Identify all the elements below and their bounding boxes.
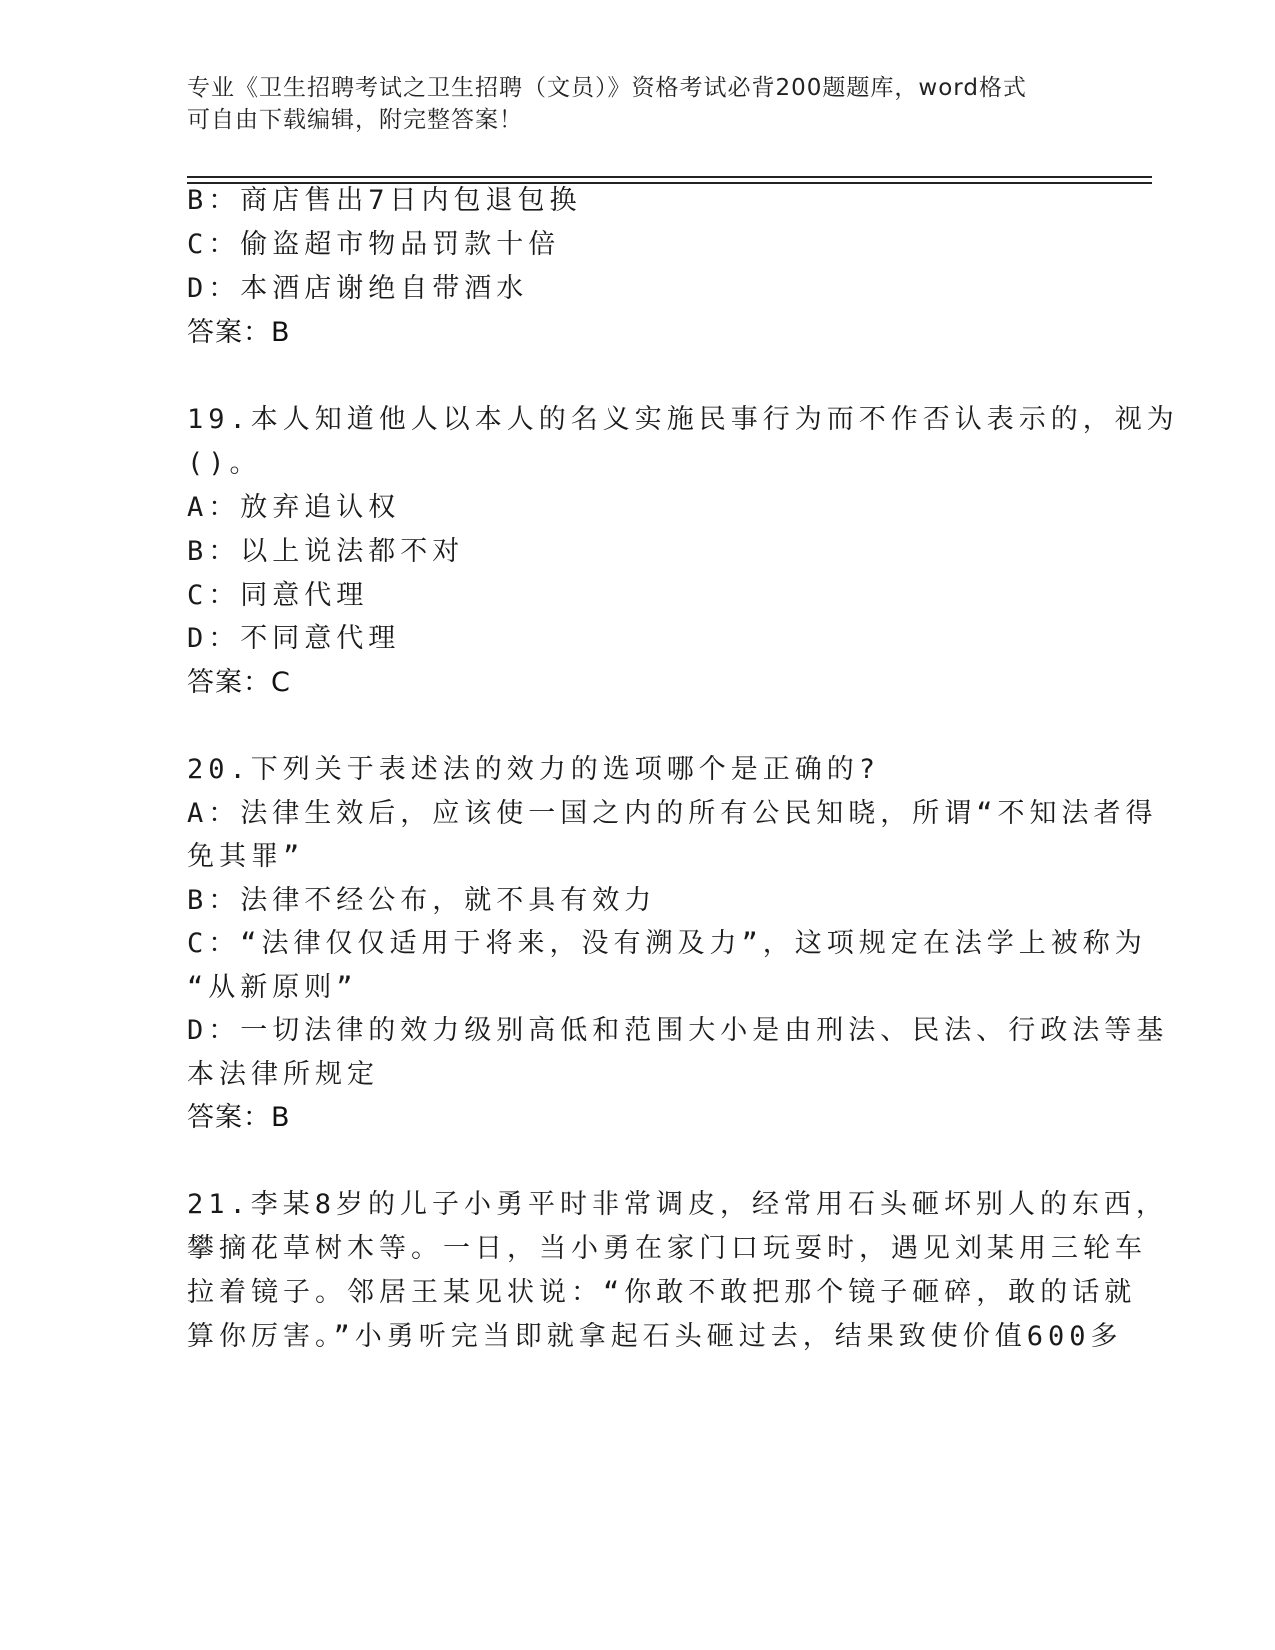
q20-option-c-line-2: “从新原则” xyxy=(187,972,358,1003)
q21-stem-line-2: 攀摘花草树木等。一日，当小勇在家门口玩耍时，遇见刘某用三轮车 xyxy=(187,1233,1147,1264)
q18-option-c: C：偷盗超市物品罚款十倍 xyxy=(187,229,561,260)
header-line-1: 专业《卫生招聘考试之卫生招聘（文员）》资格考试必背200题题库，word格式 xyxy=(187,75,1027,101)
q20-option-c-line-1: C：“法律仅仅适用于将来，没有溯及力”，这项规定在法学上被称为 xyxy=(187,928,1147,959)
q20-option-d-line-2: 本法律所规定 xyxy=(187,1059,379,1090)
q20-answer: 答案：B xyxy=(187,1102,291,1133)
q19-stem-line-1: 19.本人知道他人以本人的名义实施民事行为而不作否认表示的，视为 xyxy=(187,404,1179,435)
q21-stem-line-3: 拉着镜子。邻居王某见状说：“你敢不敢把那个镜子砸碎，敢的话就 xyxy=(187,1277,1137,1308)
q19-option-c: C：同意代理 xyxy=(187,580,369,611)
q19-option-a: A：放弃追认权 xyxy=(187,492,401,523)
q19-option-b: B：以上说法都不对 xyxy=(187,536,465,567)
q20-stem: 20.下列关于表述法的效力的选项哪个是正确的? xyxy=(187,754,881,785)
q18-option-b: B：商店售出7日内包退包换 xyxy=(187,185,582,216)
q20-option-a-line-2: 免其罪” xyxy=(187,841,305,872)
q20-option-d-line-1: D：一切法律的效力级别高低和范围大小是由刑法、民法、行政法等基 xyxy=(187,1015,1169,1046)
q18-answer: 答案：B xyxy=(187,317,291,348)
header-rule-top xyxy=(187,176,1152,178)
q21-stem-line-4: 算你厉害。”小勇听完当即就拿起石头砸过去，结果致使价值600多 xyxy=(187,1321,1123,1352)
q19-answer: 答案：C xyxy=(187,667,291,698)
q20-option-b: B：法律不经公布，就不具有效力 xyxy=(187,885,657,916)
q21-stem-line-1: 21.李某8岁的儿子小勇平时非常调皮，经常用石头砸坏别人的东西， xyxy=(187,1189,1169,1220)
q20-option-a-line-1: A：法律生效后，应该使一国之内的所有公民知晓，所谓“不知法者得 xyxy=(187,798,1158,829)
q19-option-d: D：不同意代理 xyxy=(187,623,401,654)
q18-option-d: D：本酒店谢绝自带酒水 xyxy=(187,273,529,304)
q19-stem-line-2: ()。 xyxy=(187,448,262,479)
document-header xyxy=(187,72,1067,136)
header-line-2: 可自由下载编辑，附完整答案！ xyxy=(187,107,523,133)
